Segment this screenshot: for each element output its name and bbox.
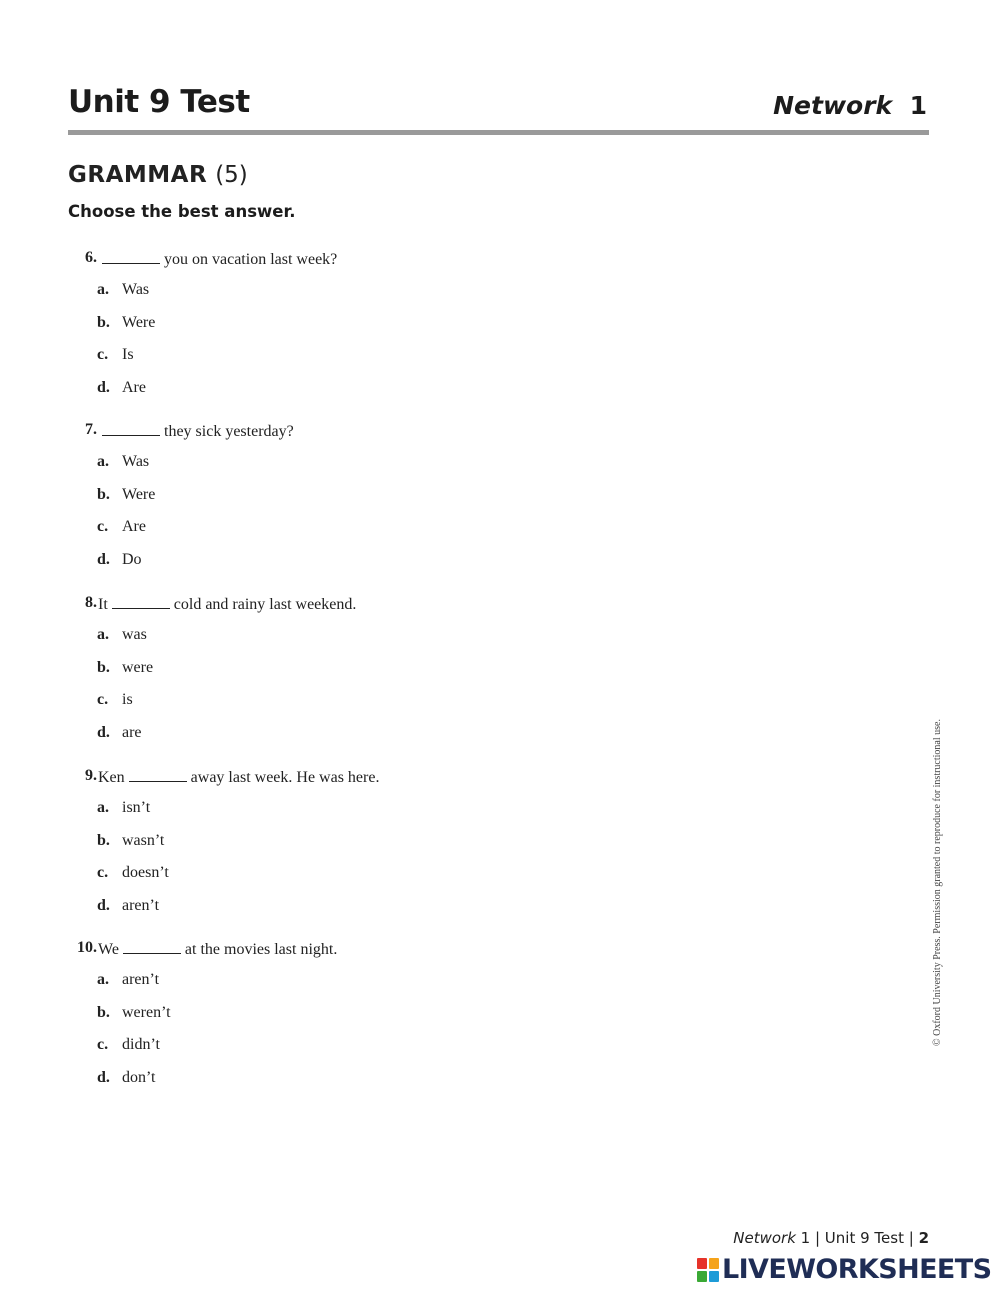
liveworksheets-logo-icon [697,1258,719,1282]
option-letter: c. [97,1036,109,1053]
page-header [68,84,929,136]
page-title: Unit 9 Test [68,84,250,120]
question-8 [68,594,668,620]
option-letter: a. [97,799,109,816]
question-text [98,767,379,787]
option-text: Is [122,346,134,363]
answer-blank[interactable] [123,939,181,954]
footer-brand: Network [733,1229,796,1247]
option-text: don’t [122,1068,156,1086]
option-text: Were [122,485,156,503]
answer-option[interactable] [97,897,159,923]
answer-blank[interactable] [102,421,160,436]
option-text: Were [122,313,156,331]
option-letter: a. [97,281,109,298]
question-10 [68,939,668,965]
option-letter: a. [97,626,109,643]
option-letter: c. [97,864,109,881]
answer-option[interactable] [97,832,164,858]
answer-option[interactable] [97,626,147,652]
question-text [98,421,294,441]
question-number: 8. [85,594,97,611]
question-7 [68,421,668,447]
option-text: Are [122,378,146,396]
option-text: aren’t [122,896,160,914]
option-text: isn’t [122,799,151,816]
option-text: wasn’t [122,831,165,849]
option-letter: c. [97,518,109,535]
question-number: 6. [85,249,97,266]
question-text-after: you on vacation last week? [164,251,338,268]
question-number: 10. [77,939,97,956]
question-number: 7. [85,421,97,438]
section-title: GRAMMAR [68,162,208,188]
option-text: were [122,658,154,676]
option-text: Are [122,518,146,535]
option-letter: b. [97,658,110,676]
question-number: 9. [85,767,97,784]
option-text: Was [122,453,150,470]
option-text: aren’t [122,971,160,988]
question-text-after: they sick yesterday? [164,423,294,440]
option-letter: d. [97,896,110,914]
question-9 [68,767,668,793]
brand-title [773,91,927,120]
option-text: is [122,691,133,708]
brand-name: Network [773,91,893,120]
option-letter: d. [97,378,110,396]
answer-option[interactable] [97,486,155,512]
answer-option[interactable] [97,1004,171,1030]
option-text: Was [122,281,150,298]
option-text: doesn’t [122,864,169,881]
question-text [98,249,337,269]
footer-text: 1 | Unit 9 Test | [795,1229,919,1247]
option-letter: d. [97,1068,110,1086]
option-letter: a. [97,453,109,470]
question-text-before: Ken [98,769,125,786]
question-text [98,939,337,959]
copyright-notice: © Oxford University Press. Permission granted to reproduce for instructional use. [932,719,943,1046]
section-points: (5) [215,162,248,188]
brand-level: 1 [909,91,927,120]
question-text-before: We [98,941,119,958]
option-letter: d. [97,550,110,568]
answer-option[interactable] [97,799,150,825]
answer-option[interactable] [97,659,153,685]
option-letter: d. [97,723,110,741]
option-text: weren’t [122,1003,171,1021]
question-6 [68,249,668,275]
answer-option[interactable] [97,1036,160,1062]
section-heading [68,162,248,188]
question-text-after: cold and rainy last weekend. [173,596,357,613]
question-text-after: away last week. He was here. [190,769,380,786]
question-text [98,594,356,614]
answer-option[interactable] [97,314,155,340]
option-letter: c. [97,691,109,708]
answer-blank[interactable] [129,767,187,782]
answer-option[interactable] [97,724,142,750]
option-letter: b. [97,485,110,503]
option-letter: b. [97,831,110,849]
answer-blank[interactable] [112,594,170,609]
option-letter: b. [97,313,110,331]
option-text: was [122,626,147,643]
question-text-before: It [98,596,108,613]
answer-option[interactable] [97,518,146,544]
page-footer [733,1229,929,1247]
answer-option[interactable] [97,691,133,717]
answer-option[interactable] [97,346,134,372]
option-letter: a. [97,971,109,988]
section-instructions: Choose the best answer. [68,202,296,221]
option-letter: c. [97,346,109,363]
answer-option[interactable] [97,971,159,997]
option-letter: b. [97,1003,110,1021]
answer-option[interactable] [97,379,146,405]
option-text: are [122,723,142,741]
answer-blank[interactable] [102,249,160,264]
answer-option[interactable] [97,1069,155,1095]
answer-option[interactable] [97,551,142,577]
answer-option[interactable] [97,453,149,479]
answer-option[interactable] [97,281,149,307]
page-number: 2 [918,1229,929,1247]
watermark-text: LIVEWORKSHEETS [722,1254,992,1285]
question-text-after: at the movies last night. [184,941,338,958]
header-divider [68,130,929,135]
option-text: didn’t [122,1036,160,1053]
option-text: Do [122,550,142,568]
answer-option[interactable] [97,864,169,890]
